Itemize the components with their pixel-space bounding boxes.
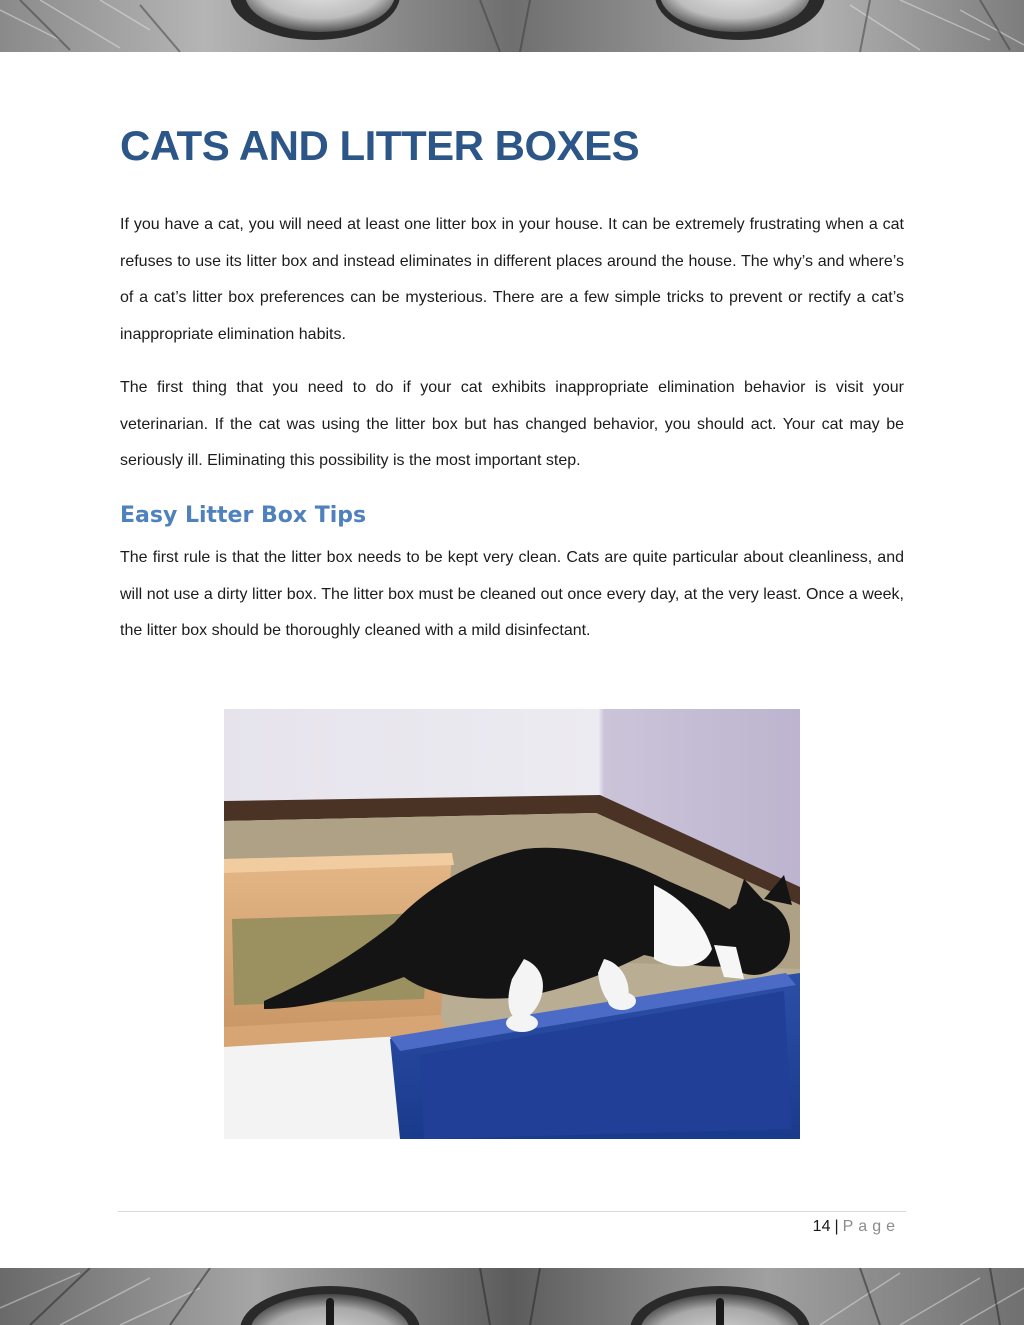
intro-paragraph: If you have a cat, you will need at least one litter box in your house. It can be extremely frustrating when a cat refuses to use its litter box and instead eliminates in different places around the house. The why’s and where’s of a cat’s litter box preferences can be mysterious. There are a few simple tricks to prevent or rectify a cat’s inappropriate elimination habits.	[120, 216, 904, 343]
section-heading: Easy Litter Box Tips	[120, 503, 367, 528]
footer-separator: |	[834, 1218, 839, 1235]
bottom-cat-eyes-banner	[0, 1268, 1024, 1325]
page-footer	[813, 1218, 900, 1236]
page-title: CATS AND LITTER BOXES	[120, 122, 640, 169]
section-paragraph: The first rule is that the litter box needs to be kept very clean. Cats are quite particular about cleanliness, and will not use a dirty litter box. The litter box must be cleaned out once every day, at the very least. Once a week, the litter box should be thoroughly cleaned with a mild disinfectant.	[120, 549, 904, 639]
page-label: Page	[842, 1218, 900, 1235]
footer-divider	[118, 1211, 906, 1212]
page-number: 14	[812, 1218, 831, 1235]
top-cat-eyes-banner	[0, 0, 1024, 52]
veterinarian-paragraph: The first thing that you need to do if your cat exhibits inappropriate elimination behavior is visit your veterinarian. If the cat was using the litter box but has changed behavior, you should act. Your cat may be seriously ill. Eliminating this possibility is the most important step.	[120, 379, 904, 469]
kitten-litter-box-photo	[224, 709, 800, 1139]
